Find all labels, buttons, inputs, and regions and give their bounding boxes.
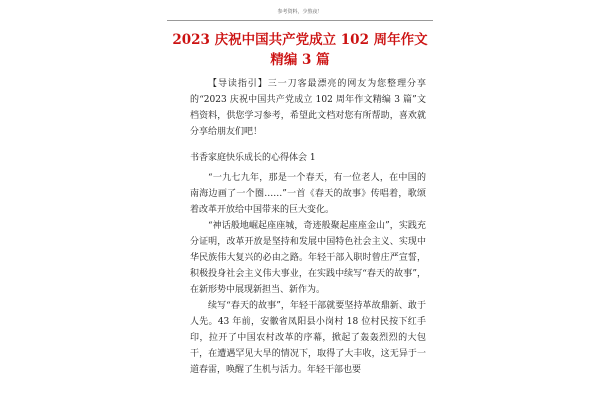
body-paragraph: “一九七九年，那是一个春天，有一位老人，在中国的南海边画了一个圈……”一首《春天的故事》传唱着，歌颂着改革开放给中国带来的巨大变化。 [190, 173, 426, 215]
title-line-2: 精编 3 篇 [270, 52, 330, 68]
intro-block [190, 76, 426, 140]
body-paragraph: 续写“春天的故事”，年轻干部就要坚持革故鼎新、敢于人先。43 年前，安徽省凤阳县小岗村 18 位村民按下红手印，拉开了中国农村改革的序幕，掀起了轰轰烈烈的大包干，在遭遇罕见大旱的情况下，取得了大丰收，这无异于一道春雷，唤醒了生机与活力。年轻干部也要 [190, 301, 426, 375]
body-paragraphs [190, 170, 426, 378]
title-line-1: 2023 庆祝中国共产党成立 102 周年作文 [172, 32, 428, 48]
header-note: 参考资料，少熬夜！ [277, 9, 323, 15]
section-heading-block [190, 150, 426, 166]
intro-paragraph: 【导读指引】三一刀客最漂亮的网友为您整理分享的“2023 庆祝中国共产党成立 102 周年作文精编 3 篇”文档资料，供您学习参考，希望此文档对您有所帮助，喜欢就分享给朋友们吧！ [190, 79, 426, 137]
document-title [150, 30, 450, 70]
body-paragraph: “神话般地崛起座座城，奇迹般聚起座座金山”，实践充分证明，改革开放是坚持和发展中国特色社会主义、实现中华民族伟大复兴的必由之路。年轻干部入职时曾庄严宣誓，积极投身社会主义伟大事业，在实践中续写“春天的故事”，在新形势中展现新担当、新作为。 [190, 221, 426, 295]
header-divider [167, 20, 433, 21]
section-heading: 书香家庭快乐成长的心得体会 1 [190, 153, 316, 163]
